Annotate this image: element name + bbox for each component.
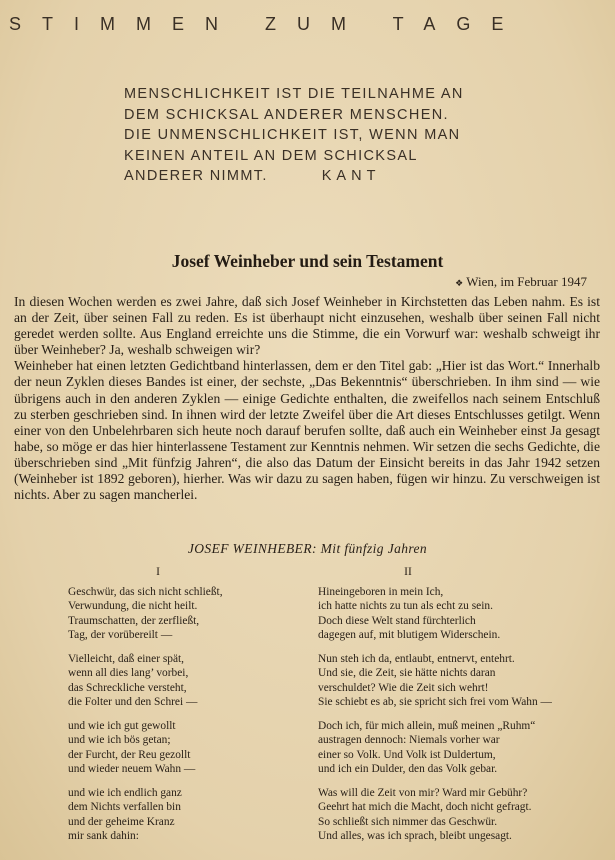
poem-verse: einer so Volk. Und Volk ist Duldertum, (318, 748, 496, 761)
poem-verse: das Schreckliche versteht, (68, 681, 187, 694)
motto-line: MENSCHLICHKEIT IST DIE TEILNAHME AN (124, 86, 464, 102)
poem-verse: und wie ich gut gewollt (68, 719, 176, 732)
poem-verse: Verwundung, die nicht heilt. (68, 600, 198, 613)
poem-part-numeral: II (404, 566, 412, 578)
poem-verse: Geehrt hat mich die Macht, doch nicht gefragt. (318, 801, 532, 814)
article-paragraph: Weinheber hat einen letzten Gedichtband hinterlassen, dem er den Titel gab: „Hier ist das Wort.“ Innerhalb der neun Zyklen dieses Bandes ist einer, der sechste, „Das Bekenntnis“ überschrieben. In ihm sind — wie übrigens auch in den anderen Zyklen — einige Gedichte enthalten, die zweifellos nach seinem Entschluß zu sterben geschrieben sind. In ihnen wird der letzte Zweifel über die Art dieses Entschlusses getilgt. Wenn einer von den Unbelehrbaren sich heute noch darauf berufen sollte, daß auch ein Weinheber einst Ja gesagt habe, so möge er das hier hinterlassene Testament zur Kenntnis nehmen. Wir setzen die sechs Gedichte, die überschrieben sind „Mit fünfzig Jahren“, die also das Datum der Einsicht bereits in das Jahr 1942 setzen (Weinheber ist 1892 geboren), hierher. Was wir dazu zu sagen haben, fügen wir hinzu. Zu verschweigen ist nichts. Aber zu sagen mancherlei. (14, 358, 600, 503)
motto-line: DIE UNMENSCHLICHKEIT IST, WENN MAN (124, 127, 461, 143)
poem-stanza (68, 786, 273, 844)
poem-verse: mir sank dahin: (68, 830, 139, 843)
poem-verse: verschuldet? Wie die Zeit sich wehrt! (318, 681, 489, 694)
poem-stanza (68, 585, 273, 643)
motto-line: ANDERER NIMMT. (124, 168, 268, 184)
poem-stanza (318, 786, 608, 844)
poem-verse: Geschwür, das sich nicht schließt, (68, 585, 223, 598)
poem-verse: dagegen auf, mit blutigem Widerschein. (318, 629, 501, 642)
poem-part-numeral: I (156, 566, 160, 578)
poem-stanza (318, 652, 608, 710)
poem-stanza (318, 585, 608, 643)
poem-verse: und der geheime Kranz (68, 815, 175, 828)
poem-part-1 (68, 565, 273, 852)
poem-verse: und wie ich endlich ganz (68, 786, 182, 799)
poem-stanza (68, 719, 273, 777)
poem-verse: der Furcht, der Reu gezollt (68, 748, 191, 761)
poem-verse: austragen dennoch: Niemals vorher war (318, 734, 500, 747)
motto-author: KANT (321, 168, 381, 184)
poem-verse: Doch diese Welt stand fürchterlich (318, 614, 476, 627)
poem-heading: JOSEF WEINHEBER: Mit fünfzig Jahren (187, 541, 428, 556)
poem-verse: Hineingeboren in mein Ich, (318, 585, 444, 598)
dateline (455, 274, 587, 290)
masthead: STIMMEN ZUM TAGE (9, 14, 525, 34)
poem-part-2 (318, 565, 608, 852)
poem-verse: So schließt sich nimmer das Geschwür. (318, 815, 498, 828)
motto-quote (124, 84, 504, 187)
poem-verse: Was will die Zeit von mir? Ward mir Gebühr? (318, 786, 528, 799)
article-paragraph: In diesen Wochen werden es zwei Jahre, daß sich Josef Weinheber in Kirchstetten das Leben nahm. Es ist an der Zeit, über seinen Fall zu reden. Es ist überhaupt nicht einzusehen, weshalb über seinen Fall nicht geredet werden sollte. Aus England erreichte uns die Stimme, die ein Vorwurf war: weshalb schweigt ihr über Weinheber? Ja, weshalb schweigen wir? (14, 294, 600, 358)
dateline-text: Wien, im Februar 1947 (466, 274, 587, 289)
dateline-ornament-icon: ❖ (455, 278, 464, 288)
poem-verse: Nun steh ich da, entlaubt, entnervt, entehrt. (318, 652, 515, 665)
poem-stanza (318, 719, 608, 777)
poem-verse: Doch ich, für mich allein, muß meinen „Ruhm“ (318, 719, 536, 732)
poem-verse: wenn all dies lang’ vorbei, (68, 667, 189, 680)
poem-stanza (68, 652, 273, 710)
motto-last-line (124, 166, 504, 187)
poem-verse: Tag, der vorübereilt — (68, 629, 173, 642)
motto-line: DEM SCHICKSAL ANDERER MENSCHEN. (124, 106, 449, 123)
poem-verse: Traumschatten, der zerfließt, (68, 614, 200, 627)
poem-verse: die Folter und den Schrei — (68, 696, 198, 709)
article-body (14, 294, 600, 503)
poem-verse: und wie ich bös getan; (68, 734, 171, 747)
motto-line: KEINEN ANTEIL AN DEM SCHICKSAL (124, 147, 418, 164)
poem-verse: ich hatte nichts zu tun als echt zu sein. (318, 600, 493, 613)
poem-verse: und wieder neuem Wahn — (68, 763, 196, 776)
poem-verse: Vielleicht, daß einer spät, (68, 652, 185, 665)
poem-verse: dem Nichts verfallen bin (68, 801, 181, 814)
poem-verse: und ich ein Dulder, den das Volk gebar. (318, 763, 498, 776)
poem-verse: Sie schiebt es ab, sie spricht sich frei vom Wahn — (318, 696, 552, 709)
article-title: Josef Weinheber und sein Testament (171, 251, 444, 271)
poem-verse: Und sie, die Zeit, sie hätte nichts daran (318, 667, 496, 680)
poem-verse: Und alles, was ich sprach, bleibt ungesagt. (318, 830, 512, 843)
